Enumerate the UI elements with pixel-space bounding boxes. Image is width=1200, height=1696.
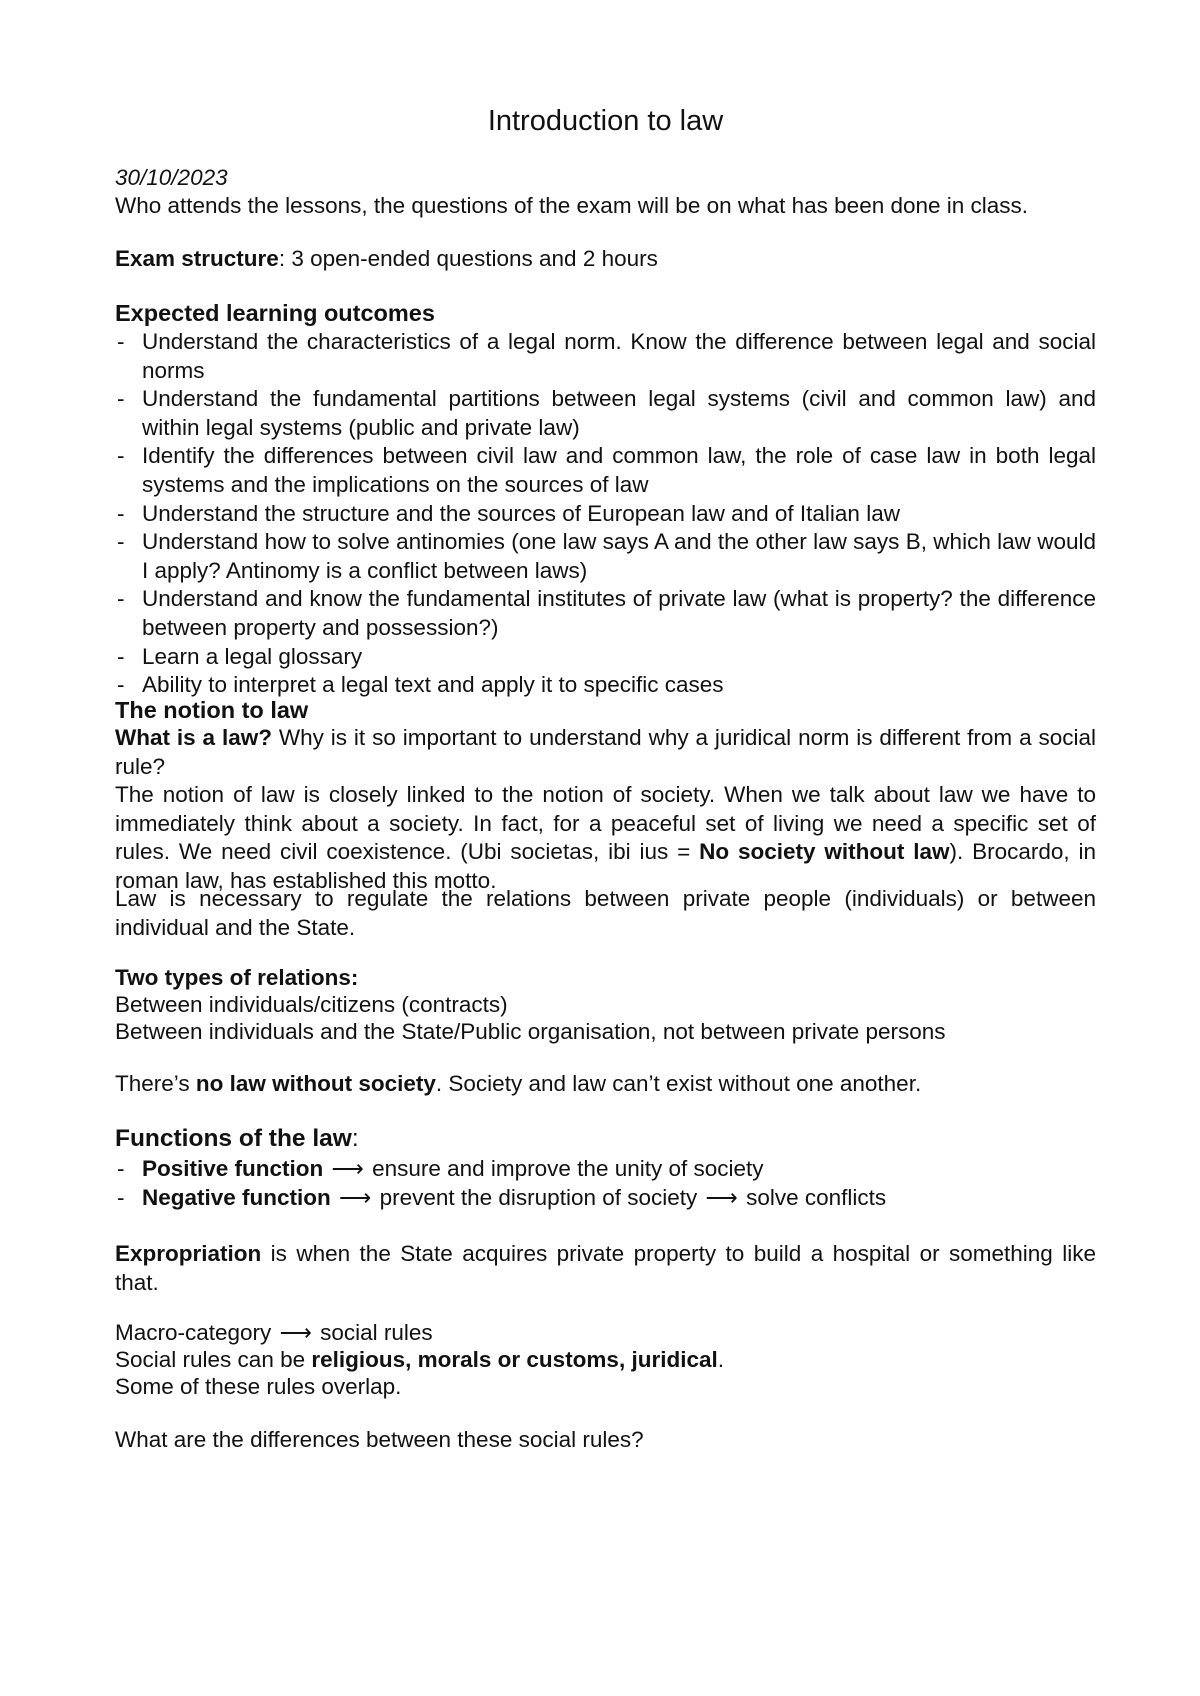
negative-function-text-2: solve conflicts: [746, 1184, 887, 1210]
notion-question-paragraph: [115, 724, 1096, 781]
outcome-item: - Understand the fundamental partitions between legal systems (civil and common law) and within legal systems (public and private law): [115, 385, 1096, 442]
macro-category-text: Macro-category: [115, 1320, 272, 1345]
page-title: Introduction to law: [487, 105, 724, 137]
notion-heading: The notion to law: [115, 697, 309, 723]
notion-society-text-b: ). Brocardo, in roman law, has established this motto.: [115, 839, 1097, 893]
relations-heading: Two types of relations:: [115, 965, 359, 990]
right-arrow-icon: ⟶: [279, 1320, 312, 1345]
exam-structure-line: [115, 245, 1096, 274]
macro-category-line: [115, 1319, 1096, 1348]
exam-structure-label: Exam structure: [115, 246, 279, 271]
macro-category-target: social rules: [320, 1320, 433, 1345]
outcome-item: - Learn a legal glossary: [115, 643, 1096, 672]
relations-line-1: Between individuals/citizens (contracts): [115, 992, 508, 1017]
expropriation-bold: Expropriation: [115, 1241, 262, 1266]
expropriation-paragraph: [115, 1240, 1096, 1297]
functions-heading-text: Functions of the law: [115, 1125, 352, 1152]
notion-society-text-a: The notion of law is closely linked to the notion of society. When we talk about law we have to immediately think about a society. In fact, for a peaceful set of living we need a specific set of rules. We need civil coexistence. (Ubi societas, ibi ius =: [115, 782, 1096, 865]
expropriation-text: is when the State acquires private property to build a hospital or something like that.: [115, 1241, 1096, 1295]
outcome-item: - Identify the differences between civil law and common law, the role of case law in both legal systems and the implications on the sources of law: [115, 442, 1096, 499]
right-arrow-icon: ⟶: [339, 1184, 372, 1210]
relations-line-2: Between individuals and the State/Public organisation, not between private persons: [115, 1019, 946, 1044]
positive-function-text: ensure and improve the unity of society: [372, 1156, 764, 1181]
lesson-date: 30/10/2023: [115, 165, 228, 190]
outcome-item: - Understand and know the fundamental institutes of private law (what is property? the difference between property and possession?): [115, 585, 1096, 642]
outcomes-heading: Expected learning outcomes: [115, 300, 435, 326]
no-law-without-society-line: [115, 1070, 1096, 1099]
notion-question-bold: What is a law?: [115, 725, 272, 750]
notion-motto-bold: No society without law: [699, 839, 950, 865]
negative-function-text-1: prevent the disruption of society: [379, 1184, 698, 1210]
social-rules-text-a: Social rules can be: [115, 1347, 312, 1372]
notion-question-text: Why is it so important to understand why a juridical norm is different from a social rule?: [115, 725, 1097, 779]
intro-paragraph: Who attends the lessons, the questions of the exam will be on what has been done in class.: [115, 193, 1029, 218]
positive-function-item: [115, 1155, 1096, 1184]
overlap-line: Some of these rules overlap.: [115, 1374, 402, 1399]
outcome-item: - Ability to interpret a legal text and apply it to specific cases: [115, 671, 1096, 700]
social-rules-line: [115, 1346, 1096, 1375]
nolaw-text-b: . Society and law can’t exist without one another.: [435, 1071, 922, 1096]
social-rules-bold: religious, morals or customs, juridical: [311, 1347, 718, 1372]
positive-function-label: Positive function: [142, 1156, 324, 1181]
functions-heading-colon: :: [351, 1125, 359, 1152]
functions-list: [115, 1155, 1096, 1212]
right-arrow-icon: ⟶: [331, 1156, 364, 1181]
negative-function-label: Negative function: [142, 1184, 331, 1210]
outcomes-list: [115, 328, 1096, 700]
nolaw-text-a: There’s: [115, 1071, 196, 1096]
outcome-item: - Understand the characteristics of a legal norm. Know the difference between legal and social norms: [115, 328, 1096, 385]
notion-society-paragraph: [115, 781, 1096, 895]
outcome-item: - Understand how to solve antinomies (one law says A and the other law says B, which law would I apply? Antinomy is a conflict between laws): [115, 528, 1096, 585]
right-arrow-icon: ⟶: [705, 1184, 738, 1210]
differences-question: What are the differences between these social rules?: [115, 1427, 644, 1452]
social-rules-text-b: .: [717, 1347, 724, 1372]
outcome-item: - Understand the structure and the sources of European law and of Italian law: [115, 500, 1096, 529]
negative-function-item: [115, 1184, 1096, 1213]
exam-structure-text: : 3 open-ended questions and 2 hours: [278, 246, 658, 271]
notion-regulate-paragraph: Law is necessary to regulate the relations between private people (individuals) or between individual and the State.: [115, 886, 1096, 940]
functions-heading: [115, 1124, 1096, 1154]
nolaw-bold: no law without society: [195, 1071, 436, 1096]
